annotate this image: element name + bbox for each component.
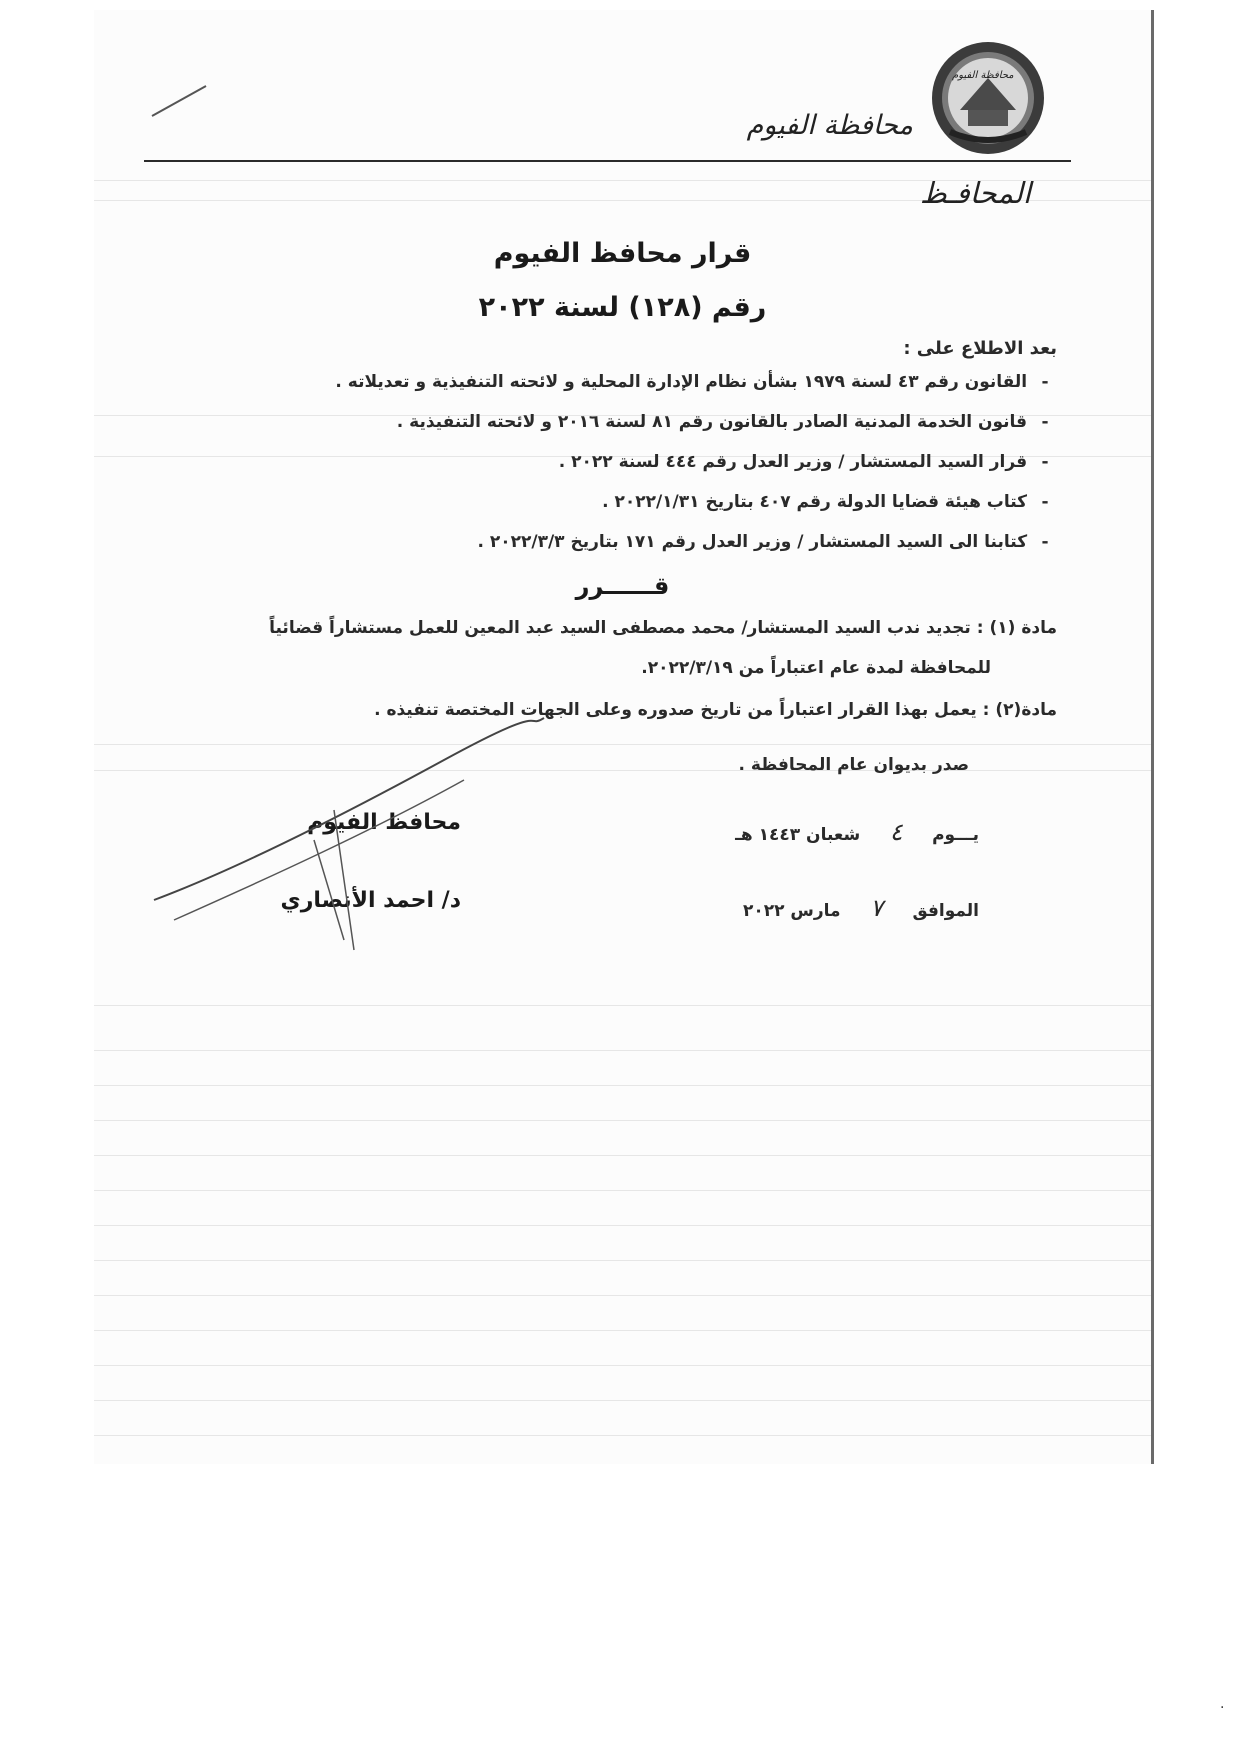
bullet-dash: -	[1041, 492, 1049, 512]
bullet-dash: -	[1041, 372, 1049, 392]
bullet-dash: -	[1041, 532, 1049, 552]
paper-rule	[94, 1330, 1151, 1331]
article-1-continuation: للمحافظة لمدة عام اعتباراً من ٢٠٢٢/٣/١٩.	[641, 658, 991, 678]
preamble-item	[397, 412, 1057, 432]
preamble-item	[477, 532, 1057, 552]
preamble-item-text: قانون الخدمة المدنية الصادر بالقانون رقم ٨١ لسنة ٢٠١٦ و لائحته التنفيذية .	[396, 412, 1028, 432]
handwritten-day-gregorian: ٧	[870, 894, 883, 922]
article-2-text: يعمل بهذا القرار اعتباراً من تاريخ صدوره وعلى الجهات المختصة تنفيذه .	[374, 700, 977, 720]
decree-title: قرار محافظ الفيوم	[493, 238, 752, 269]
signatory-title: محافظ الفيوم	[307, 810, 461, 835]
signatory-name: د/ احمد الأنصاري	[280, 888, 461, 913]
gregorian-month-year: مارس ٢٠٢٢	[743, 901, 841, 921]
paper-rule	[94, 1120, 1151, 1121]
hijri-date	[735, 818, 979, 846]
header-divider	[144, 160, 1071, 162]
paper-rule	[94, 1260, 1151, 1261]
paper-rule	[94, 1365, 1151, 1366]
scan-speck: ·	[1220, 1700, 1225, 1716]
article-1-text: تجديد ندب السيد المستشار/ محمد مصطفى السيد عبد المعين للعمل مستشاراً قضائياً	[269, 618, 971, 638]
preamble-item	[602, 492, 1057, 512]
decision-heading: قــــــرر	[575, 572, 670, 600]
pen-stroke-mark	[150, 82, 210, 122]
preamble-intro: بعد الاطلاع على :	[903, 338, 1057, 359]
decree-number: رقم (١٢٨) لسنة ٢٠٢٢	[478, 292, 767, 323]
paper-rule	[94, 1435, 1151, 1436]
article-1-label: مادة (١) :	[976, 618, 1057, 638]
preamble-item	[335, 372, 1057, 392]
preamble-item-text: قرار السيد المستشار / وزير العدل رقم ٤٤٤ لسنة ٢٠٢٢ .	[558, 452, 1028, 472]
day-label: يـــوم	[932, 825, 979, 845]
gregorian-date	[743, 894, 979, 922]
bullet-dash: -	[1041, 452, 1049, 472]
article-2-label: مادة(٢) :	[982, 700, 1057, 720]
governorate-name: محافظة الفيوم	[746, 110, 913, 141]
paper-rule	[94, 1295, 1151, 1296]
paper-rule	[94, 1225, 1151, 1226]
paper-rule	[94, 1085, 1151, 1086]
document-page	[94, 10, 1154, 1464]
paper-rule	[94, 1400, 1151, 1401]
preamble-item	[559, 452, 1057, 472]
article-1	[269, 618, 1057, 638]
seal-caption: محافظة الفيوم	[952, 70, 1014, 81]
preamble-item-text: كتاب هيئة قضايا الدولة رقم ٤٠٧ بتاريخ ٢٠٢٢/١/٣١ .	[602, 492, 1028, 512]
gregorian-label: الموافق	[912, 901, 979, 921]
preamble-item-text: كتابنا الى السيد المستشار / وزير العدل رقم ١٧١ بتاريخ ٢٠٢٢/٣/٣ .	[477, 532, 1028, 552]
bullet-dash: -	[1041, 412, 1049, 432]
hijri-month-year: شعبان ١٤٤٣ هـ	[735, 825, 861, 845]
issued-statement: صدر بديوان عام المحافظة .	[738, 755, 969, 775]
preamble-item-text: القانون رقم ٤٣ لسنة ١٩٧٩ بشأن نظام الإدارة المحلية و لائحته التنفيذية و تعديلاته .	[335, 372, 1028, 392]
paper-rule	[94, 1190, 1151, 1191]
paper-rule	[94, 1155, 1151, 1156]
paper-rule	[94, 1050, 1151, 1051]
governorate-seal-logo	[930, 40, 1046, 156]
handwritten-day-hijri: ٤	[889, 818, 903, 846]
handwritten-signature	[144, 710, 564, 970]
paper-rule	[94, 1005, 1151, 1006]
office-label: المحافـظ	[919, 176, 1031, 210]
